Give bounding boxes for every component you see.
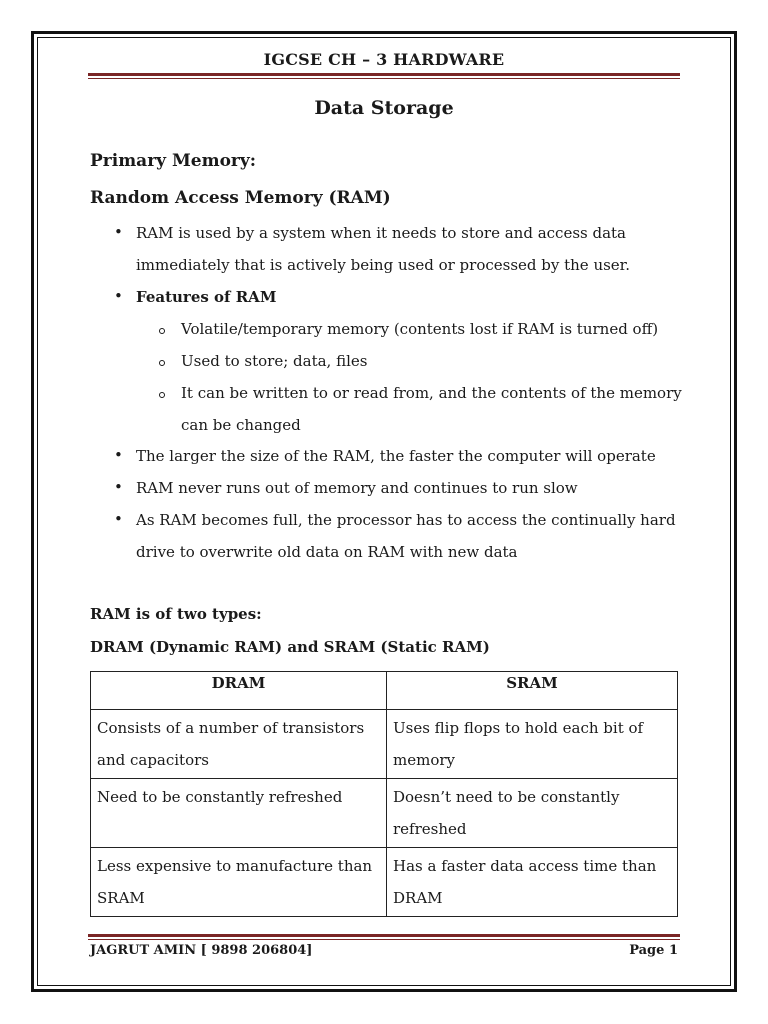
table-cell: Doesn’t need to be constantly refreshed: [387, 779, 678, 848]
table-cell: Uses flip flops to hold each bit of memory: [387, 710, 678, 779]
heading-dram-sram: DRAM (Dynamic RAM) and SRAM (Static RAM): [90, 638, 490, 656]
bullet-ram-usage-line1: RAM is used by a system when it needs to store and access data: [136, 224, 626, 242]
bullet-marker: •: [114, 510, 123, 528]
feature-item-writable-line2: can be changed: [181, 416, 301, 434]
table-row: [91, 848, 678, 917]
table-cell: Has a faster data access time than DRAM: [387, 848, 678, 917]
table-header-sram: SRAM: [387, 672, 678, 710]
footer-author: JAGRUT AMIN [ 9898 206804]: [90, 943, 313, 958]
sub-bullet-marker: [159, 360, 165, 366]
feature-item-volatile: Volatile/temporary memory (contents lost if RAM is turned off): [181, 320, 659, 338]
table-cell: Need to be constantly refreshed: [91, 779, 387, 848]
bullet-marker: •: [114, 287, 123, 305]
document-title: Data Storage: [314, 97, 454, 119]
table-header-dram: DRAM: [91, 672, 387, 710]
heading-ram-types: RAM is of two types:: [90, 605, 262, 623]
table-row: [91, 710, 678, 779]
table-cell: Consists of a number of transistors and capacitors: [91, 710, 387, 779]
bullet-ram-full-line2: drive to overwrite old data on RAM with new data: [136, 543, 518, 561]
bullet-ram-usage-line2: immediately that is actively being used or processed by the user.: [136, 256, 630, 274]
footer-rule: [88, 934, 680, 937]
sub-bullet-marker: [159, 392, 165, 398]
bullet-ram-size: The larger the size of the RAM, the faster the computer will operate: [136, 447, 656, 465]
bullet-ram-never-runs-out: RAM never runs out of memory and continues to run slow: [136, 479, 578, 497]
feature-item-store: Used to store; data, files: [181, 352, 368, 370]
heading-ram: Random Access Memory (RAM): [90, 188, 391, 208]
table-header-row: [91, 672, 678, 710]
footer-rule-thin: [88, 939, 680, 940]
footer-page-number: Page 1: [629, 943, 678, 958]
dram-sram-table: [90, 671, 678, 917]
header-title: IGCSE CH – 3 HARDWARE: [263, 50, 505, 69]
bullet-ram-full-line1: As RAM becomes full, the processor has to access the continually hard: [136, 511, 676, 529]
bullet-marker: •: [114, 446, 123, 464]
bullet-marker: •: [114, 478, 123, 496]
feature-item-writable-line1: It can be written to or read from, and the contents of the memory: [181, 384, 682, 402]
features-label: Features of RAM: [136, 288, 277, 306]
bullet-marker: •: [114, 223, 123, 241]
header-rule-thin: [88, 78, 680, 79]
sub-bullet-marker: [159, 328, 165, 334]
header-rule: [88, 73, 680, 76]
table-cell: Less expensive to manufacture than SRAM: [91, 848, 387, 917]
table-row: [91, 779, 678, 848]
heading-primary-memory: Primary Memory:: [90, 151, 257, 171]
